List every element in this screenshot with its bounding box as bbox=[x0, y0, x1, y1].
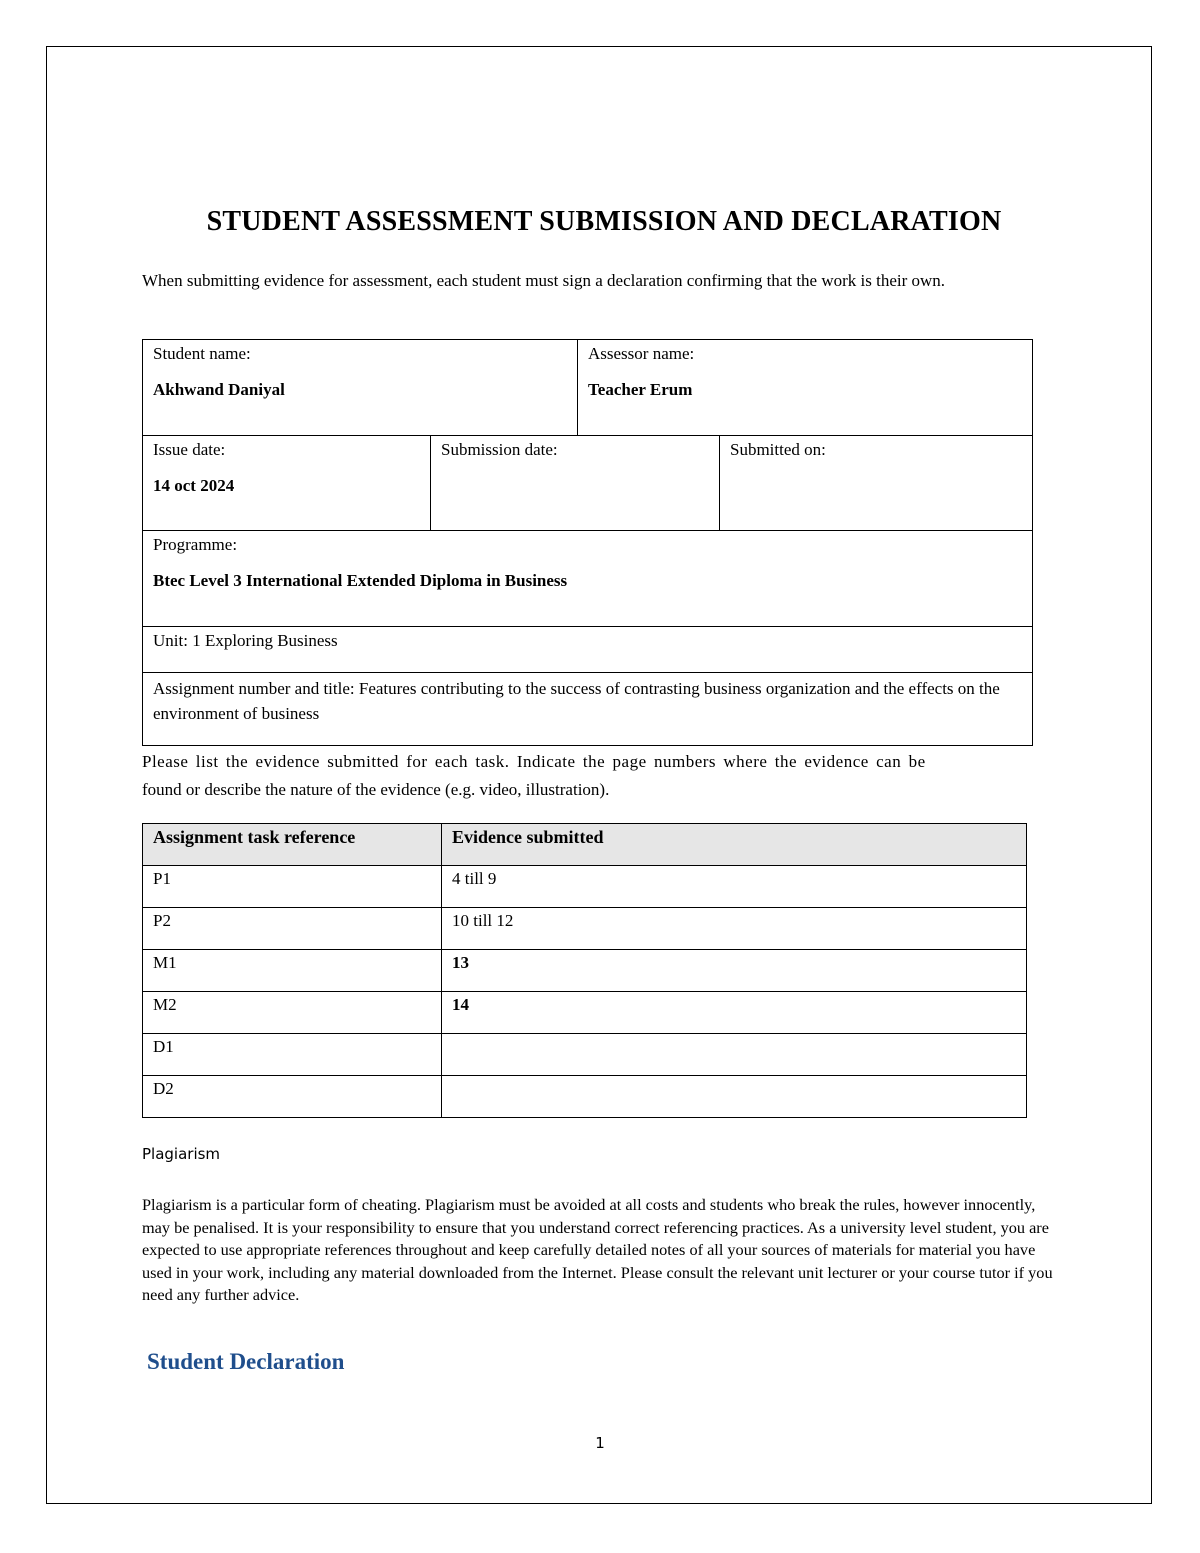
task-ref-p2: P2 bbox=[143, 908, 442, 950]
issue-date-cell bbox=[143, 436, 431, 531]
issue-date-label: Issue date: bbox=[153, 440, 226, 459]
programme-value: Btec Level 3 International Extended Diploma in Business bbox=[153, 571, 568, 590]
table-row bbox=[143, 866, 1027, 908]
student-name-value: Akhwand Daniyal bbox=[153, 380, 285, 399]
student-name-label: Student name: bbox=[153, 344, 251, 363]
evidence-instructions bbox=[142, 748, 1057, 804]
task-ref-m1: M1 bbox=[143, 950, 442, 992]
table-row bbox=[143, 992, 1027, 1034]
student-declaration-heading: Student Declaration bbox=[147, 1349, 345, 1374]
assessor-name-value: Teacher Erum bbox=[588, 380, 693, 399]
header-task-reference: Assignment task reference bbox=[143, 824, 442, 866]
assessor-name-label: Assessor name: bbox=[588, 344, 695, 363]
evidence-p1: 4 till 9 bbox=[442, 866, 1027, 908]
submission-date-cell bbox=[431, 436, 720, 531]
evidence-m1: 13 bbox=[442, 950, 1027, 992]
plagiarism-heading: Plagiarism bbox=[142, 1145, 221, 1163]
page-number: 1 bbox=[595, 1434, 605, 1452]
table-row bbox=[143, 1076, 1027, 1118]
table-row bbox=[143, 908, 1027, 950]
unit-text: Unit: 1 Exploring Business bbox=[153, 631, 338, 650]
task-ref-m2: M2 bbox=[143, 992, 442, 1034]
evidence-table bbox=[142, 823, 1027, 1118]
evidence-p2: 10 till 12 bbox=[442, 908, 1027, 950]
assignment-text: Assignment number and title: Features contributing to the success of contrasting business organization and the effects on the environment of business bbox=[153, 679, 1000, 723]
intro-text: When submitting evidence for assessment, each student must sign a declaration confirming that the work is their own. bbox=[142, 271, 946, 290]
task-ref-p1: P1 bbox=[143, 866, 442, 908]
task-ref-d1: D1 bbox=[143, 1034, 442, 1076]
table-row bbox=[143, 950, 1027, 992]
programme-cell bbox=[143, 531, 1033, 627]
evidence-instructions-line2: found or describe the nature of the evidence (e.g. video, illustration). bbox=[142, 780, 610, 799]
table-row bbox=[143, 1034, 1027, 1076]
evidence-table-header bbox=[143, 824, 1027, 866]
task-ref-d2: D2 bbox=[143, 1076, 442, 1118]
evidence-m2: 14 bbox=[442, 992, 1027, 1034]
unit-cell bbox=[143, 627, 1033, 673]
programme-label: Programme: bbox=[153, 535, 238, 554]
evidence-instructions-line1: Please list the evidence submitted for each task. Indicate the page numbers where the evidence can be bbox=[142, 752, 926, 771]
submitted-on-cell bbox=[720, 436, 1033, 531]
issue-date-value: 14 oct 2024 bbox=[153, 476, 235, 495]
submitted-on-label: Submitted on: bbox=[730, 440, 826, 459]
submission-date-label: Submission date: bbox=[441, 440, 558, 459]
assignment-cell bbox=[143, 673, 1033, 746]
evidence-d2 bbox=[442, 1076, 1027, 1118]
document-title: STUDENT ASSESSMENT SUBMISSION AND DECLARATION bbox=[206, 206, 1002, 237]
header-evidence-submitted: Evidence submitted bbox=[442, 824, 1027, 866]
evidence-d1 bbox=[442, 1034, 1027, 1076]
submission-info-table bbox=[142, 339, 1033, 746]
student-name-cell bbox=[143, 340, 578, 436]
plagiarism-text: Plagiarism is a particular form of cheating. Plagiarism must be avoided at all costs and students who break the rules, however innocently, may be penalised. It is your responsibility to ensure that you understand correct referencing practices. As a university level student, you are expected to use appropriate references throughout and keep carefully detailed notes of all your sources of materials for material you have used in your work, including any material downloaded from the Internet. Please consult the relevant unit lecturer or your course tutor if you need any further advice. bbox=[142, 1195, 1053, 1305]
assessor-name-cell bbox=[578, 340, 1033, 436]
